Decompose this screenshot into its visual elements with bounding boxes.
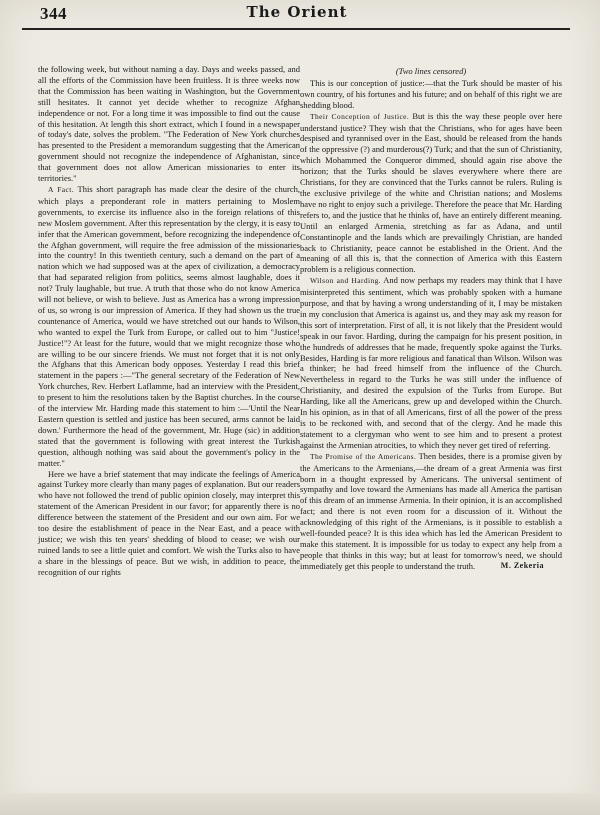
left-paragraph-1: the following week, but without naming a day. Days and weeks passed, and all the efforts of the Commission have been fruitless. It is three weeks now that the Commission has been waiting in Washington, but the Government still hesitates. It cannot yet decide whether to recognize Afghan independence or not. For a long time it was impossible to find out the cause of this hesitation. At length this short extract, which I found in a newspaper of today's date, solves the problem. "The Federation of New York churches has presented to the President a memorandum suggesting that the American government should not recognize the independence of Afghanistan, since that government does not allow American missionaries to enter its territories.": [38, 64, 300, 184]
right-paragraph-2-text: But is this the way these people over here understand justice? They wish that the Christians, who for ages have been despised and tyrannised over in the East, should be released from the hands of the oppressive (?) and murderous(?) Turk; and that the sun of Christianity, which Mohammed the Conqueror dimmed, should again rise above the horizon; that the Turks should be slaves everywhere where there are Christians, for they are convinced that the Turks cannot be rulers. Ruling is the exclusive privilege of the white and Christian nations; and Moslems have no right to enjoy such a privilege. Therefore the peace that Mr. Harding refers to, and the justice that he thinks of, have an entirely different meaning. Until an enlarged Armenia, stretching as far as Adana, and until Constantinople and the lands which are prevailingly Christian, are handed back to Christianity, peace cannot be established in the Orient. And the meaning of all this is, that the connection of America with this Eastern problem is a religious connection.: [300, 110, 563, 275]
journal-title: The Orient: [246, 3, 348, 21]
right-paragraph-3-text: And now perhaps my readers may think that I have misinterpreted this sentiment, which was probably spoken with a humane purpose, and that by having a wrong understanding of it, I may be mistaken in my conclusion that America is against us, and they may ask my reason for this sort of interpretation. First of all, it is not likely that the President would speak in our favor. Harding, during the campaign for his present position, in the hundreds of addresses that he made, frequently spoke against the Turks. Besides, Harding is far more religious and fanatical than Wilson. Wilson was a thinker; he had freed himself from the influence of the Church. Nevertheless in regard to the Turks he was still under the influence of Christianity, and desired the expulsion of the Turks from Europe. But Harding, like all the Americans, grew up and developed within the Church. In his opinion, as in that of all Americans, first of all the power of the press is to be reckoned with, and second that of the clergy. And he made this statement to a clergyman who went to see him and to present a protest against the Armenian atrocities, to which they never get tired of referring.: [300, 275, 562, 450]
header-rule: [22, 28, 570, 30]
right-paragraph-4-text: Then besides, there is a promise given by the Americans to the Armenians,—the dream of a great Armenia was first born in a thought expressed by Americans. The universal sentiment of sympathy and love toward the Armenians has made all America the partisan of this dream of an immense Armenia. In their opinion, it is an accomplished fact; and there is not even room for a discussion of it. Without the acknowledging of this right of the Armenians, is it possible to establish a well-founded peace? It is this idea which has led the American President to make this statement. It is impossible for us today to expect any help from a people that thinks in this way; but at least for tomorrow's need, we should immediately get this people to understand the truth.: [300, 450, 562, 571]
section-heading-a-fact: A Fact.: [48, 184, 75, 194]
left-paragraph-3: Here we have a brief statement that may indicate the feelings of America against Turkey more clearly than many pages of explanation. But our readers who have not followed the trend of public opinion closely, may interpret this statement of the American President in our favor; for apparently there is no difference between the statement of the President and our own aim. For we too desire the establishment of peace in the Near East, and a peace with justice; we wish this ten years' shedding of blood to cease; we wish our ruined lands to see a little quiet and comfort. We wish the Turks also to have a share in the blessings of peace. But we wish, in addition to peace, the recognition of our rights: [38, 468, 301, 577]
page-header: [22, 2, 572, 28]
right-paragraph-2: [300, 111, 562, 276]
page-number: 344: [40, 4, 67, 23]
author-signature: M. Zekeria: [500, 560, 544, 570]
section-heading-promise-of-americans: The Promise of the Americans.: [310, 451, 417, 461]
left-paragraph-2-text: This short paragraph has made clear the desire of the church, which plays a preponderant role in matters pertaining to Moslem governments, to exercise its influence also in the foreign relations of this new Moslem government. After this representation by the clergy, it is easy to infer that the American government, before recognizing the independence of the Afghan government, will require the free admission of the missionaries into the country! In this twentieth century, such a demand on the part of a nation which we had supposed was at the apex of civilization, a democracy that had separated religion from politics, seems almost laughable, does it not? Truly laughable, but true. A truth that those who do not know America will not believe, or wish to believe. Just as America has a wrong impression of us, so wrong is our impression of America. If they had shown us the true countenance of America, would we have stretched out our hands to Wilson, who wanted to expel the Turk from Europe, or called out to him "Justice! Justice!"? At least for the future, would that we might recognize those who are willing to be our sincere friends. We must not forget that it is not only the Afghans that this American body opposes. Yesterday I read this brief statement in the papers :—"The general secretary of the Federation of New York churches, Rev. Herbert Laflamme, had an interview with the President, to present to him the resolutions taken by the Baptist churches. In the course of the interview Mr. Harding made this statement to him :—'Until the Near Eastern question is settled and justice has been secured, arms cannot be laid down.' Furthermore the head of the government, Mr. Huge (sic) in addition stated that the government is following with great interest the Turkish question, although nothing was said about the government's policy in the matter.": [38, 183, 300, 468]
section-heading-conception-of-justice: Their Conception of Justice.: [310, 111, 410, 121]
left-paragraph-2: [38, 184, 300, 469]
right-paragraph-3: [300, 275, 562, 451]
left-column: [38, 64, 300, 578]
page-bottom-edge: [0, 793, 600, 815]
right-paragraph-4: [300, 451, 562, 572]
right-column: [300, 66, 562, 572]
right-paragraph-1: This is our conception of justice:—that the Turk should be master of his own country, of his fortunes and his future; and on behalf of this right we are shedding blood.: [300, 77, 562, 110]
censored-note: (Two lines censored): [395, 66, 467, 76]
section-heading-wilson-and-harding: Wilson and Harding.: [310, 276, 382, 286]
